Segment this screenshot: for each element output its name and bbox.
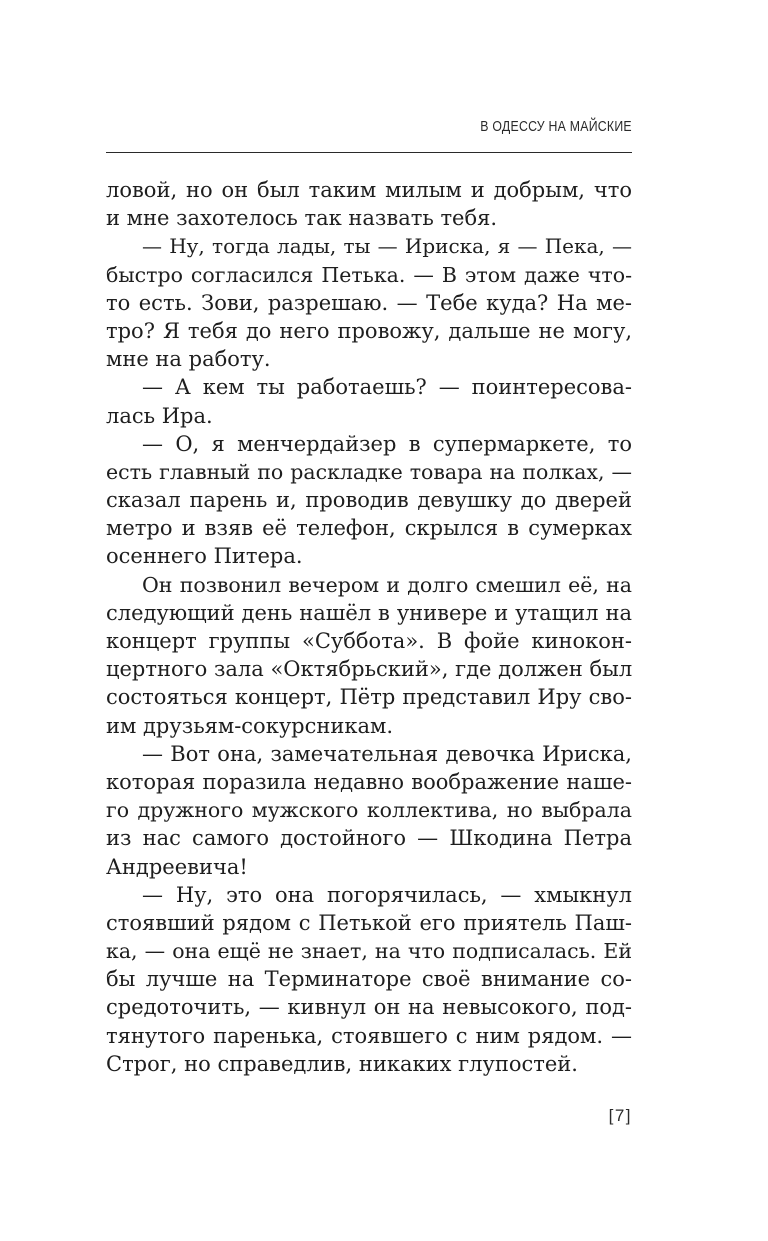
text-line: лась Ира. — [106, 403, 213, 428]
text-line: тро? Я тебя до него провожу, дальше не могу, — [106, 318, 632, 343]
text-line: стоявший рядом с Петькой его приятель Паш- — [106, 910, 632, 935]
text-line: осеннего Питера. — [106, 544, 303, 569]
page-number: [7] — [608, 1106, 632, 1125]
text-line: быстро согласился Петька. — В этом даже что- — [106, 262, 632, 287]
text-line: — Ну, тогда лады, ты — Ириска, я — Пека, — — [142, 234, 632, 259]
text-line: есть главный по раскладке товара на полках, — — [106, 459, 632, 484]
text-line: метро и взяв её телефон, скрылся в сумерках — [106, 516, 632, 541]
text-line: — О, я менчердайзер в супермаркете, то — [142, 431, 632, 456]
text-line: го дружного мужского коллектива, но выбрала — [106, 798, 632, 823]
header-rule — [106, 152, 632, 153]
text-line: средоточить, — кивнул он на невысокого, под- — [106, 995, 632, 1020]
text-line: и мне захотелось так назвать тебя. — [106, 206, 498, 231]
text-line: мне на работу. — [106, 347, 271, 372]
text-line: сказал парень и, проводив девушку до дверей — [106, 488, 632, 513]
text-line: — Вот она, замечательная девочка Ириска, — [142, 741, 632, 766]
text-line: Андреевича! — [106, 854, 248, 879]
text-line: бы лучше на Терминаторе своё внимание со- — [106, 967, 632, 992]
text-line: Строг, но справедлив, никаких глупостей. — [106, 1051, 578, 1076]
text-line: то есть. Зови, разрешаю. — Тебе куда? На ме- — [106, 290, 632, 315]
text-line: Он позвонил вечером и долго смешил её, на — [142, 572, 632, 597]
text-line: — А кем ты работаешь? — поинтересова- — [142, 375, 632, 400]
text-line: которая поразила недавно воображение наше- — [106, 769, 632, 794]
text-line: концерт группы «Суббота». В фойе кинокон- — [106, 629, 632, 653]
text-line: цертного зала «Октябрьский», где должен был — [106, 657, 633, 682]
text-line: — Ну, это она погорячилась, — хмыкнул — [142, 882, 632, 907]
page-body-text — [106, 176, 632, 1078]
text-line: ка, — она ещё не знает, на что подписалась. Ей — [106, 939, 632, 964]
text-line: тянутого паренька, стоявшего с ним рядом. — — [106, 1023, 632, 1048]
text-line: состояться концерт, Пётр представил Иру сво- — [106, 685, 632, 710]
text-line: им друзьям-сокурсникам. — [106, 713, 394, 738]
text-line: следующий день нашёл в универе и утащил на — [106, 600, 632, 625]
text-line: из нас самого достойного — Шкодина Петра — [106, 826, 632, 851]
text-line: ловой, но он был таким милым и добрым, что — [106, 178, 632, 202]
running-title: В ОДЕССУ НА МАЙСКИЕ — [480, 118, 632, 135]
